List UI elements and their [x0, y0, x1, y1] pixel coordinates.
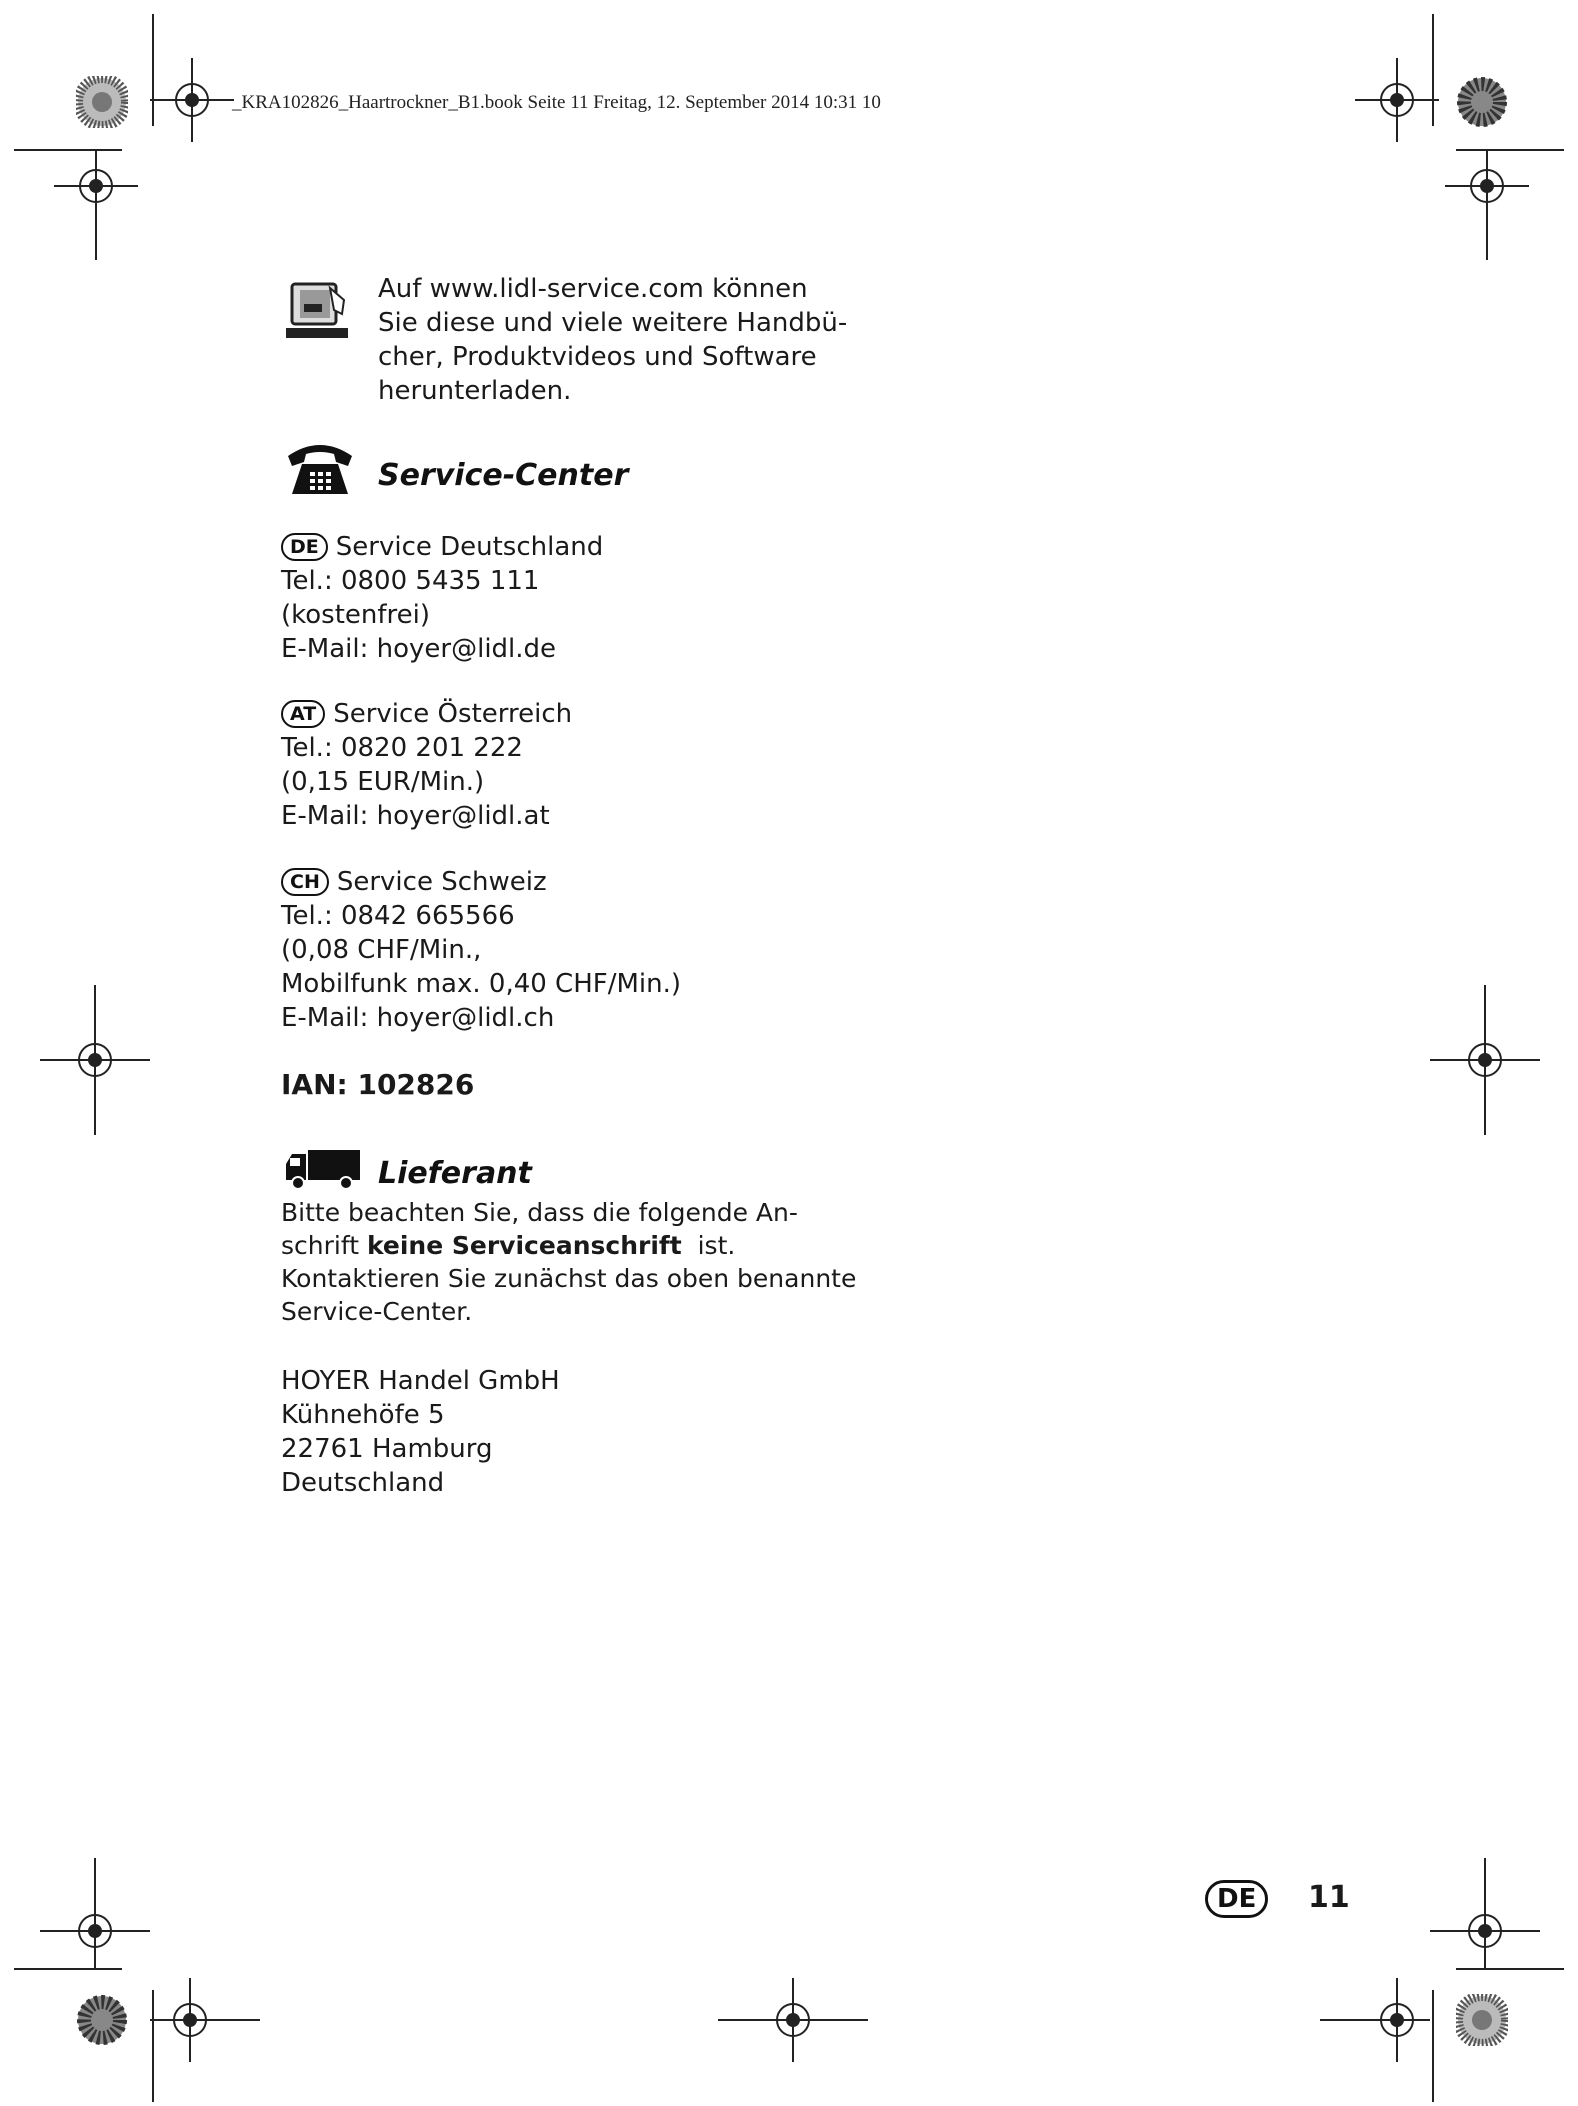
supplier-city: 22761 Hamburg [281, 1434, 493, 1464]
service-at-phone: Tel.: 0820 201 222 [281, 733, 523, 763]
supplier-company: HOYER Handel GmbH [281, 1366, 560, 1396]
service-de-name: Service Deutschland [335, 532, 604, 562]
color-wheel-icon [1456, 76, 1508, 128]
service-ch-rate: (0,08 CHF/Min., [281, 935, 482, 965]
crosshair-icon [1430, 985, 1540, 1135]
service-at-heading [281, 697, 572, 731]
page-number: 11 [1308, 1880, 1350, 1915]
service-ch-mobile-rate: Mobilfunk max. 0,40 CHF/Min.) [281, 969, 682, 999]
supplier-note-text: schrift [281, 1231, 367, 1260]
crosshair-icon [40, 1858, 150, 1968]
crosshair-icon [150, 1978, 260, 2062]
download-notice-line: Sie diese und viele weitere Handbü- [378, 308, 848, 338]
supplier-note-text: ist. [681, 1231, 736, 1260]
country-badge-at: AT [281, 700, 325, 728]
service-at-rate: (0,15 EUR/Min.) [281, 767, 485, 797]
service-de-email: E-Mail: hoyer@lidl.de [281, 634, 557, 664]
service-at-email: E-Mail: hoyer@lidl.at [281, 801, 550, 831]
download-notice-line: Auf www.lidl-service.com können [378, 274, 808, 304]
service-de-heading [281, 530, 603, 564]
crosshair-icon [1445, 150, 1529, 260]
service-at-block [281, 697, 572, 833]
download-notice-line: cher, Produktvideos und Software [378, 342, 817, 372]
telephone-icon [284, 440, 356, 498]
footer-country-badge: DE [1205, 1880, 1268, 1918]
crosshair-icon [718, 1978, 868, 2062]
download-notice [378, 272, 847, 408]
service-center-title: Service-Center [378, 458, 629, 493]
supplier-note-emphasis: keine Serviceanschrift [366, 1231, 682, 1260]
supplier-country: Deutschland [281, 1468, 445, 1498]
crosshair-icon [40, 985, 150, 1135]
supplier-address [281, 1364, 560, 1500]
supplier-note [281, 1196, 856, 1328]
crosshair-icon [1355, 58, 1439, 142]
supplier-note-line: Service-Center. [281, 1297, 473, 1326]
service-ch-name: Service Schweiz [336, 867, 547, 897]
service-de-phone: Tel.: 0800 5435 111 [281, 566, 540, 596]
supplier-title: Lieferant [378, 1156, 532, 1191]
ian-number: IAN: 102826 [281, 1068, 475, 1101]
service-ch-heading [281, 865, 681, 899]
service-at-name: Service Österreich [333, 699, 573, 729]
service-ch-email: E-Mail: hoyer@lidl.ch [281, 1003, 555, 1033]
service-de-rate: (kostenfrei) [281, 600, 431, 630]
color-wheel-icon [1456, 1994, 1508, 2046]
crosshair-icon [1430, 1858, 1540, 1968]
supplier-note-line [281, 1229, 856, 1262]
crosshair-icon [150, 58, 234, 142]
truck-icon [284, 1150, 360, 1190]
supplier-note-line: Bitte beachten Sie, dass die folgende An- [281, 1198, 798, 1227]
country-badge-ch: CH [281, 868, 329, 896]
supplier-note-line: Kontaktieren Sie zunächst das oben benannte [281, 1264, 857, 1293]
color-wheel-icon [76, 76, 128, 128]
download-notice-line: herunterladen. [378, 376, 572, 406]
printer-info-line: _KRA102826_Haartrockner_B1.book Seite 11 Freitag, 12. September 2014 10:31 10 [232, 92, 881, 113]
color-wheel-icon [76, 1994, 128, 2046]
crosshair-icon [54, 150, 138, 260]
computer-manual-icon [286, 280, 356, 344]
service-ch-phone: Tel.: 0842 665566 [281, 901, 515, 931]
crosshair-icon [1320, 1978, 1430, 2062]
service-de-block [281, 530, 603, 666]
country-badge-de: DE [281, 533, 328, 561]
service-ch-block [281, 865, 681, 1035]
supplier-street: Kühnehöfe 5 [281, 1400, 445, 1430]
